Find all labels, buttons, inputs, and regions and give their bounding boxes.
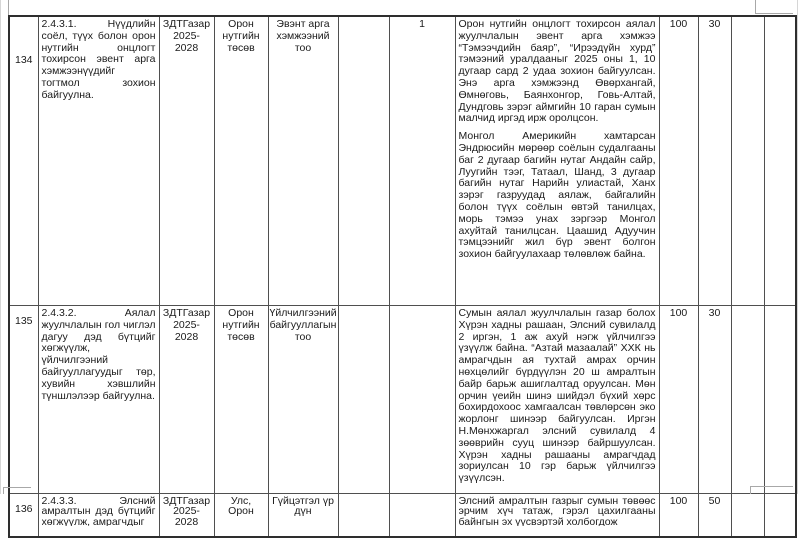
result-paragraph: Сумын аялал жуулчлалын газар болох Хүрэн хадны рашаан, Элсний сувилалд 2 иргэн, 1 аж ахуй нэгж үйлчилгээ үзүүлж байна. “Азтай мазаалай” ХХК нь амрагчдын ая тухтай амрах орчин нөхцөлийг бүрдүүлэн 20 ш амралтын байр барьж ашиглалтад оруулсан. Мөн орчин үеийн шинэ шийдэл бүхий хөрс бохирдохоос хамгаалсан төвлөрсөн эко жорлонг шинээр байгуулсан. Иргэн Н.Мөнхжаргал элсний сувилалд 4 зөөврийн сууц шинээр байршуулсан. Хүрэн хадны рашааны амрагчдад зориулсан 10 гэр барьж үйлчилгээ үзүүлсэн.	[458, 307, 656, 485]
row-number-cell: 135	[9, 306, 38, 494]
page-right-edge	[797, 0, 798, 494]
funding-text: Улс, Орон	[228, 496, 254, 518]
result-cell	[455, 16, 659, 306]
agency-cell: ЗДТГазар 2025-2028	[159, 16, 214, 306]
score-cell-actual: 30	[698, 16, 731, 306]
indicator-cell: Эвэнт арга хэмжээний тоо	[268, 16, 338, 306]
empty-cell	[338, 306, 389, 494]
target-cell	[389, 494, 455, 538]
score-cell-actual: 50	[698, 494, 731, 538]
plan-report-table	[8, 15, 797, 538]
page-left-edge	[0, 0, 1, 494]
empty-cell	[764, 16, 796, 306]
indicator-cell	[268, 494, 338, 538]
page-artifact-bottomleft-hline	[3, 487, 31, 488]
empty-cell	[764, 306, 796, 494]
table-row	[9, 16, 796, 306]
row-number-cell: 134	[9, 16, 38, 306]
agency-cell: ЗДТГазар 2025-2028	[159, 306, 214, 494]
result-paragraph: Монгол Америкийн хамтарсан Эндрюсийн мөрөөр соёлын судалгааны баг 2 дугаар багийн нутаг Андайн сайр, Луугийн тээг, Татаал, Шанд, 3 дугаар багийн нутаг Нарийн улиастай, Ханх зэрэг газруудад аялаж, байгалийн болон түүх соёлын өвтэй танилцах, морь тэмээ унах зэргээр Монгол ахуйтай танилцсан. Цаашид Адуучин тэмцээнийг жил бүр эвент болгон зохион байгуулахаар төлөвлөж байна.	[458, 130, 656, 261]
activity-cell	[38, 494, 159, 538]
indicator-text: Гүйцэтгэл үр дүн	[272, 496, 334, 518]
funding-cell: Орон нутгийн төсөв	[214, 306, 268, 494]
funding-cell	[214, 494, 268, 538]
table-row	[9, 494, 796, 538]
agency-text: ЗДТГазар 2025-2028	[162, 496, 211, 526]
empty-cell	[731, 16, 764, 306]
funding-cell: Орон нутгийн төсөв	[214, 16, 268, 306]
page-artifact-topright-vline	[755, 0, 756, 14]
row-number-cell: 136	[9, 494, 38, 538]
page-artifact-bottomright-hline	[750, 486, 793, 487]
page-artifact-bottomright-vline	[750, 486, 751, 494]
page-artifact-topright-hline	[755, 13, 793, 14]
score-cell-plan: 100	[659, 306, 698, 494]
empty-cell	[338, 16, 389, 306]
score-cell-plan: 100	[659, 494, 698, 538]
page-artifact-topleft-vline	[8, 0, 9, 15]
target-cell: 1	[389, 16, 455, 306]
result-cell	[455, 306, 659, 494]
empty-cell	[731, 306, 764, 494]
table-row	[9, 306, 796, 494]
result-paragraph: Элсний амралтын газрыг сумын төвөөс эрчим хүч татаж, гэрэл цахилгааны байнгын эх үүсвэртэй холбогдож	[458, 496, 656, 526]
agency-cell	[159, 494, 214, 538]
activity-cell: 2.4.3.2. Аялал жуулчлалын гол чиглэл дагуу дэд бүтцийг хөгжүүлж, үйлчилгээний байгууллагуудыг төр, хувийн хэвшлийн түншлэлээр байгуулна.	[38, 306, 159, 494]
activity-cell: 2.4.3.1. Нүүдлийн соёл, түүх болон орон нутгийн онцлогт тохирсон эвент арга хэмжээнүүдийг тогтмол зохион байгуулна.	[38, 16, 159, 306]
target-cell	[389, 306, 455, 494]
score-cell-actual: 30	[698, 306, 731, 494]
result-cell	[455, 494, 659, 538]
empty-cell	[731, 494, 764, 538]
indicator-cell: Үйлчилгээний байгууллагын тоо	[268, 306, 338, 494]
score-cell-plan: 100	[659, 16, 698, 306]
empty-cell	[338, 494, 389, 538]
page-artifact-bottomleft-vline	[3, 487, 4, 494]
result-paragraph: Орон нутгийн онцлогт тохирсон аялал жуулчлалын эвент арга хэмжээ “Тэмээчдийн баяр”, “Ирээдүйн хурд” тэмээний уралдааныг 2025 оны 1, 10 дугаар сард 2 удаа зохион байгуулсан. Энэ арга хэмжээнд Өвөрхангай, Өмнөговь, Баянхонгор, Говь-Алтай, Дундговь зэрэг аймгийн 10 гаран сумын малчид иргэд ирж оролцсон.	[458, 18, 656, 125]
empty-cell	[764, 494, 796, 538]
activity-text: 2.4.3.3. Элсний амралтын дэд бүтцийг хөгжүүлж, амрагчдыг	[41, 496, 156, 526]
